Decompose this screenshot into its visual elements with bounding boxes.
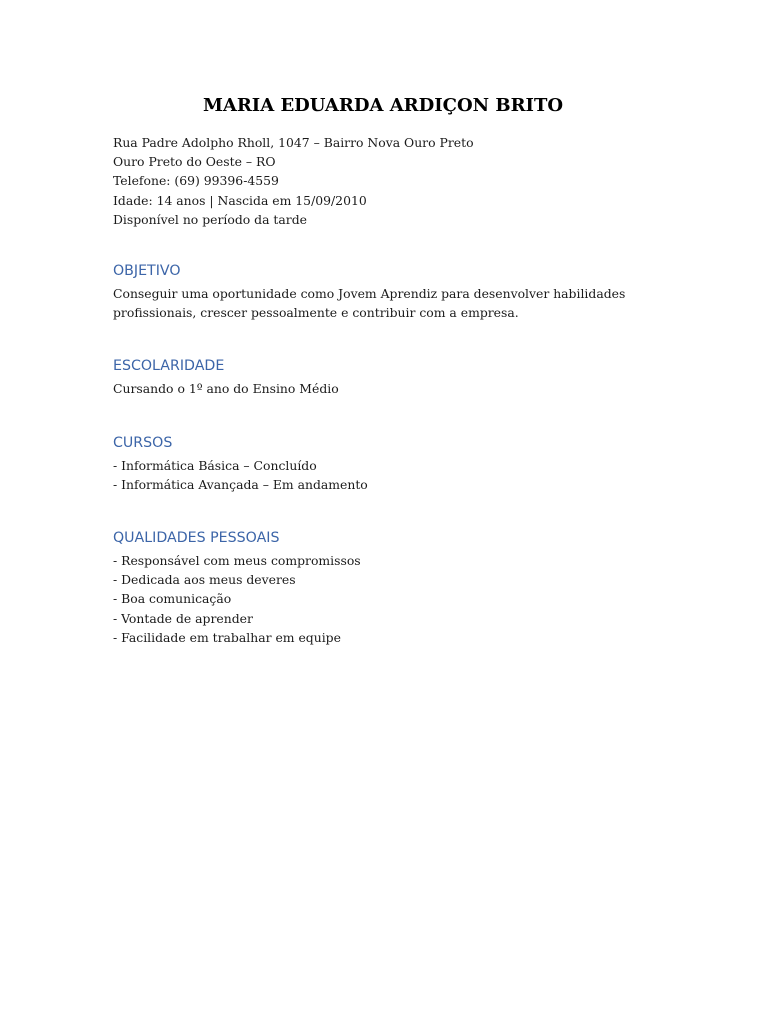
section-heading-qualidades: QUALIDADES PESSOAIS [113, 530, 280, 547]
list-item: - Boa comunicação [113, 591, 232, 607]
section-objetivo [113, 261, 653, 322]
resume-name: MARIA EDUARDA ARDIÇON BRITO [202, 95, 564, 116]
list-item: - Responsável com meus compromissos [113, 553, 361, 569]
section-cursos [113, 433, 653, 494]
section-qualidades [113, 528, 653, 647]
section-heading-escolaridade: ESCOLARIDADE [113, 358, 225, 375]
objetivo-text-line-2: profissionais, crescer pessoalmente e contribuir com a empresa. [113, 305, 519, 321]
contact-block [113, 133, 653, 229]
resume-content [113, 93, 653, 647]
list-item: - Informática Básica – Concluído [113, 457, 317, 473]
section-heading-cursos: CURSOS [113, 434, 173, 451]
list-item: - Facilidade em trabalhar em equipe [113, 629, 341, 645]
list-item: - Vontade de aprender [113, 610, 253, 626]
contact-address: Rua Padre Adolpho Rholl, 1047 – Bairro Nova Ouro Preto [113, 135, 474, 150]
contact-city: Ouro Preto do Oeste – RO [113, 154, 276, 170]
contact-availability: Disponível no período da tarde [113, 211, 307, 227]
contact-phone: Telefone: (69) 99396-4559 [113, 173, 279, 189]
objetivo-text-line-1: Conseguir uma oportunidade como Jovem Aprendiz para desenvolver habilidades [113, 286, 626, 302]
list-item: - Dedicada aos meus deveres [113, 572, 296, 588]
list-item: Cursando o 1º ano do Ensino Médio [113, 381, 339, 397]
section-heading-objetivo: OBJETIVO [113, 263, 181, 280]
contact-age: Idade: 14 anos | Nascida em 15/09/2010 [113, 192, 367, 208]
list-item: - Informática Avançada – Em andamento [113, 476, 368, 492]
section-escolaridade [113, 356, 653, 398]
